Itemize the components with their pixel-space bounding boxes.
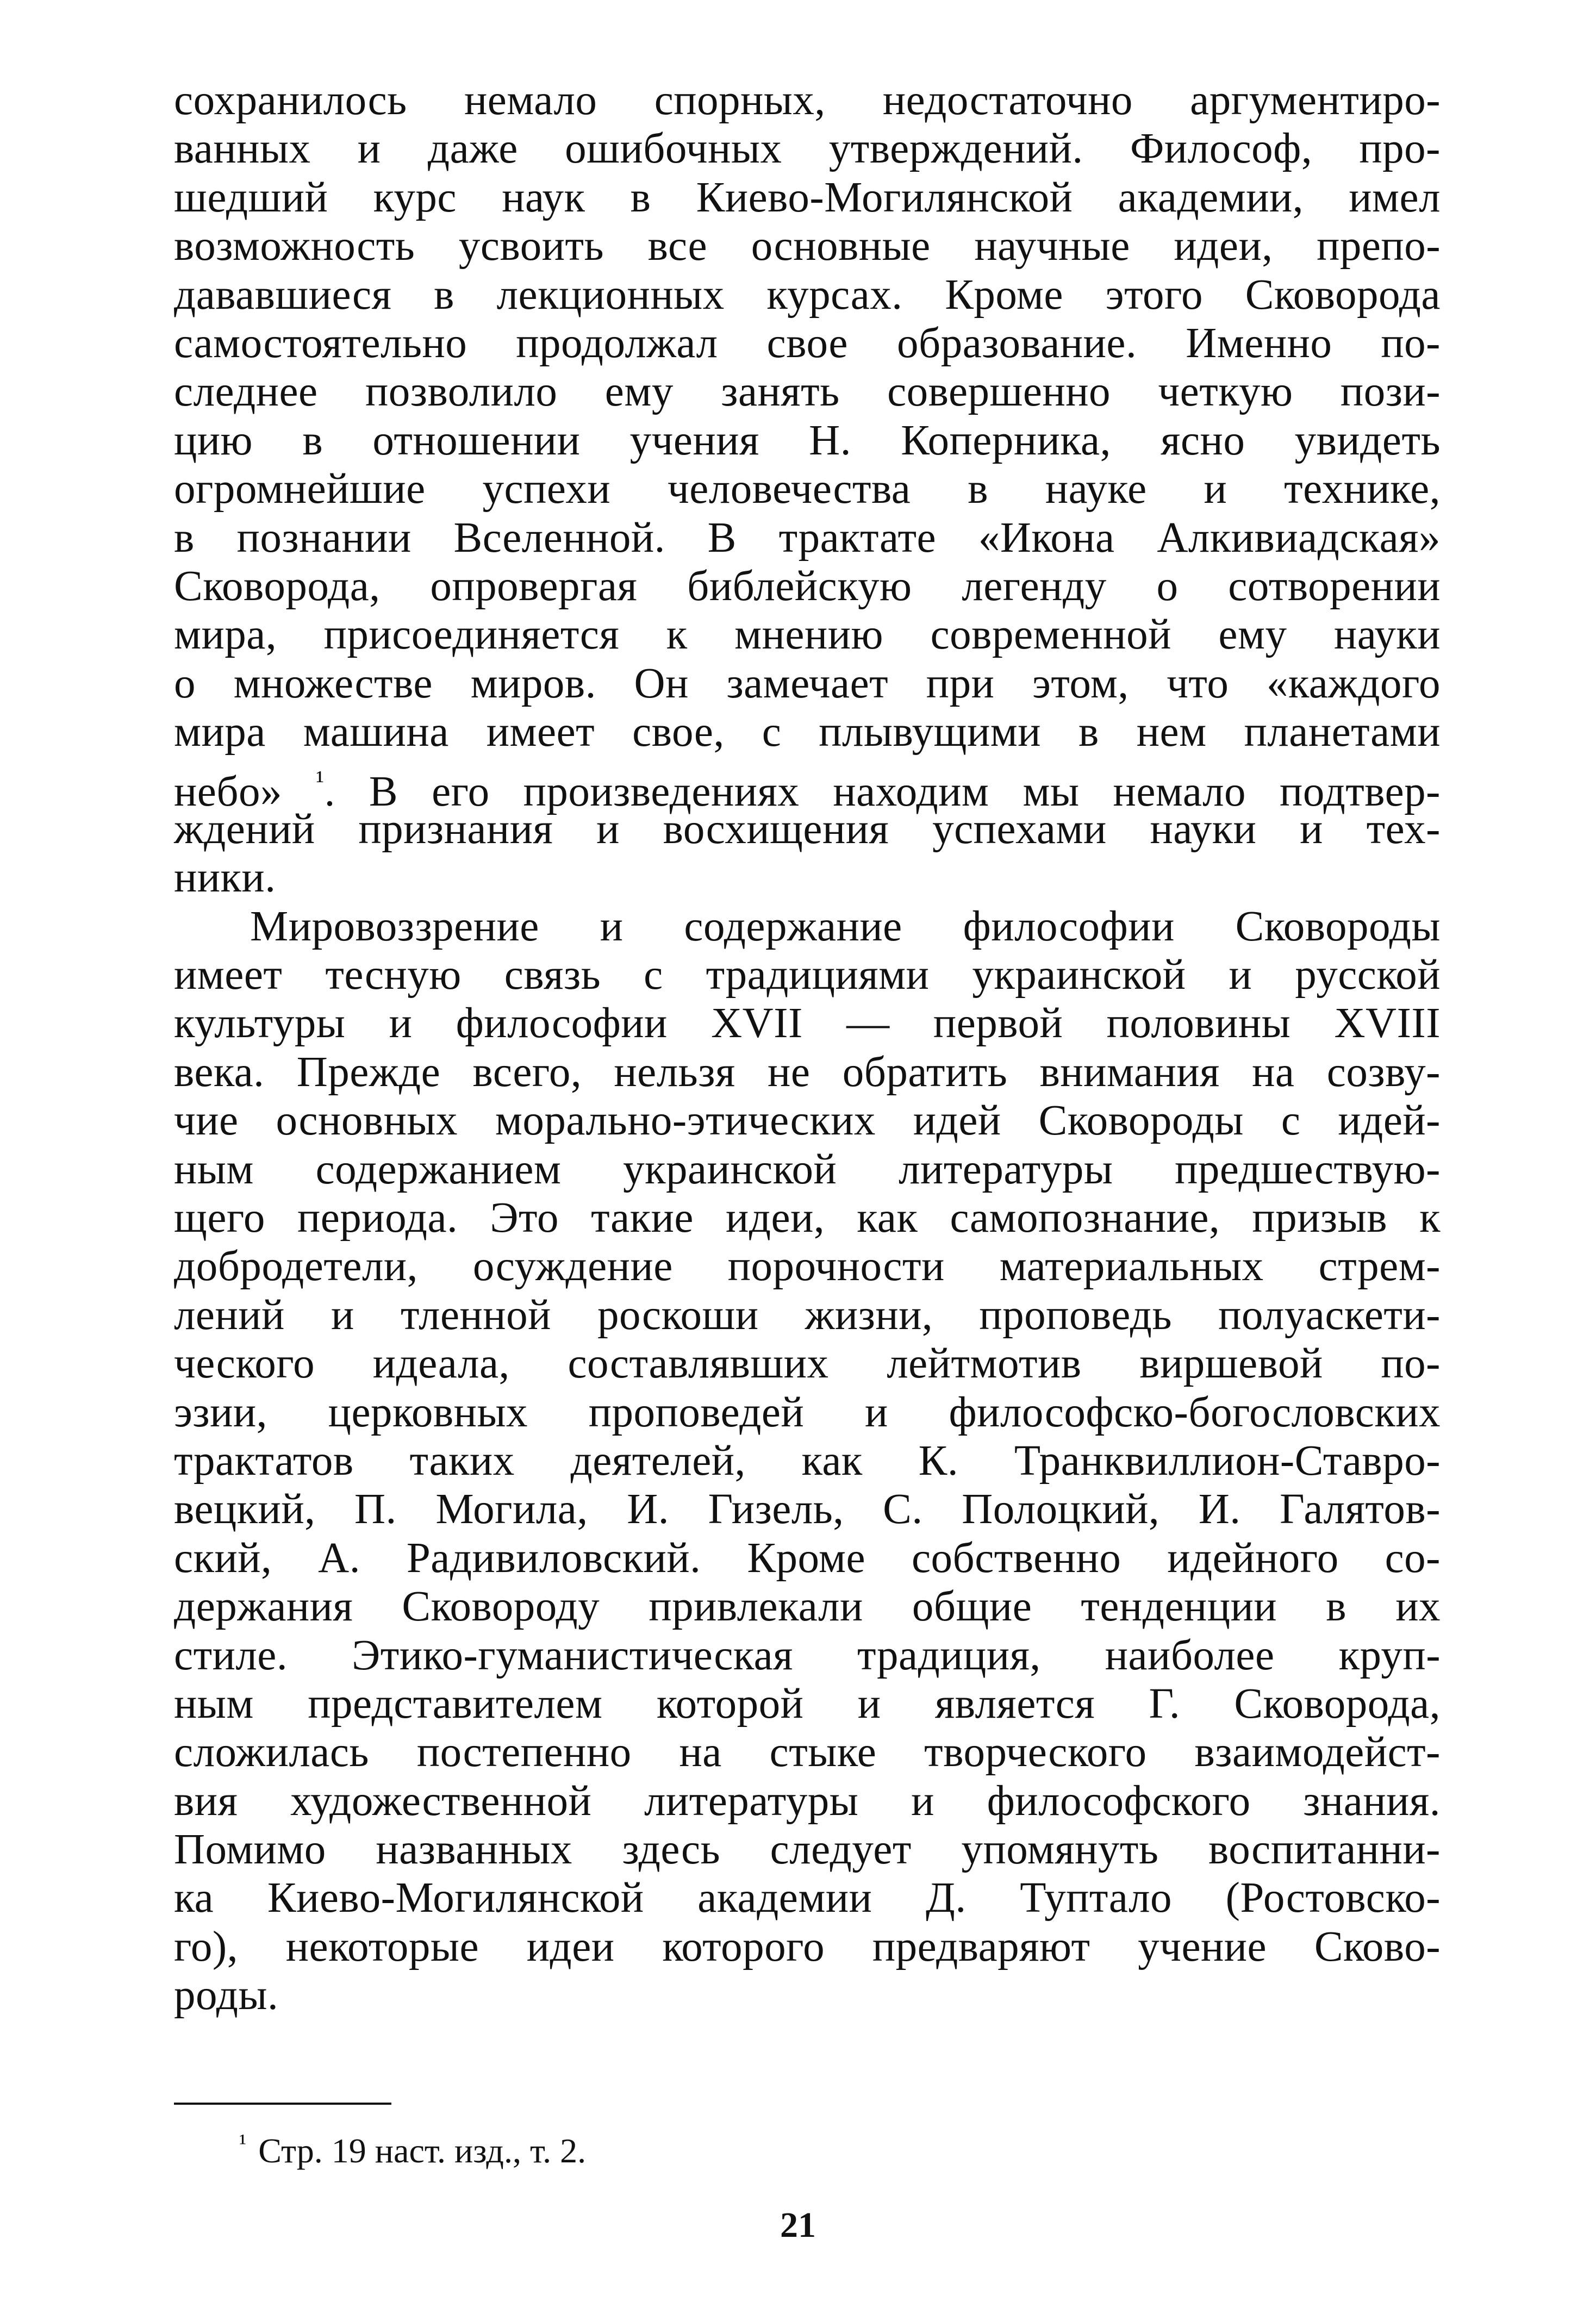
text-line: цию в отношении учения Н. Коперника, ясно увидеть [174, 416, 1441, 464]
text-line: роды. [174, 1972, 279, 2019]
text-line: Мировоззрение и содержание философии Сковороды [250, 902, 1441, 950]
text-line: о множестве миров. Он замечает при этом, что «каждого [174, 659, 1441, 707]
text-line: щего периода. Это такие идеи, как самопознание, призыв к [174, 1194, 1441, 1242]
text-line: ка Киево-Могилянской академии Д. Туптало (Ростовско- [174, 1874, 1441, 1922]
footnote-text: Стр. 19 наст. изд., т. 2. [258, 2131, 587, 2170]
text-line: дававшиеся в лекционных курсах. Кроме этого Сковорода [174, 271, 1441, 319]
page-number: 21 [780, 2205, 816, 2245]
paragraph-2 [174, 902, 1441, 2020]
footnote-divider [174, 2103, 391, 2105]
footnote-reference: ¹ [316, 765, 325, 796]
text-line: держания Сковороду привлекали общие тенденции в их [174, 1583, 1441, 1631]
text-line: вия художественной литературы и философского знания. [174, 1777, 1441, 1825]
text-line: лений и тленной роскоши жизни, проповедь полуаскети- [174, 1291, 1441, 1339]
footnote [239, 2122, 586, 2172]
text-line: века. Прежде всего, нельзя не обратить внимания на созву- [174, 1048, 1441, 1096]
text-line: Сковорода, опровергая библейскую легенду о сотворении [174, 562, 1441, 610]
text-line: возможность усвоить все основные научные идеи, препо- [174, 222, 1441, 270]
text-line: шедший курс наук в Киево-Могилянской академии, имел [174, 173, 1441, 221]
text-line: имеет тесную связь с традициями украинской и русской [174, 951, 1441, 999]
text-line: ский, А. Радивиловский. Кроме собственно идейного со- [174, 1534, 1441, 1582]
footnote-mark: ¹ [239, 2129, 247, 2156]
text-line: чие основных морально-этических идей Сковороды с идей- [174, 1097, 1441, 1145]
text-line: культуры и философии XVII — первой половины XVIII [174, 1000, 1441, 1047]
text-line: ждений признания и восхищения успехами науки и тех- [174, 805, 1441, 853]
text-line: ным содержанием украинской литературы предшествую- [174, 1145, 1441, 1193]
text-line: сохранилось немало спорных, недостаточно аргументиро- [174, 77, 1441, 124]
text-line: сложилась постепенно на стыке творческого взаимодейст- [174, 1729, 1441, 1776]
text-line: Помимо названных здесь следует упомянуть воспитанни- [174, 1826, 1441, 1874]
text-line: ческого идеала, составлявших лейтмотив виршевой по- [174, 1340, 1441, 1388]
text-line: небо» $^{^1}$. В его произведениях находим мы немало подтвер- [174, 765, 1441, 816]
text-line: ники. [174, 854, 276, 902]
text-line: мира, присоединяется к мнению современной ему науки [174, 611, 1441, 659]
main-text [174, 76, 1441, 2020]
text-line: самостоятельно продолжал свое образование. Именно по- [174, 319, 1441, 367]
text-line: ным представителем которой и является Г. Сковорода, [174, 1680, 1441, 1727]
text-line: го), некоторые идеи которого предваряют учение Сково- [174, 1923, 1441, 1970]
text-line: эзии, церковных проповедей и философско-богословских [174, 1388, 1441, 1436]
paragraph-1 [174, 76, 1441, 902]
text-line: огромнейшие успехи человечества в науке и технике, [174, 465, 1441, 513]
text-line: мира машина имеет свое, с плывущими в нем планетами [174, 708, 1441, 756]
text-line: трактатов таких деятелей, как К. Транквиллион-Ставро- [174, 1437, 1441, 1485]
text-line: вецкий, П. Могила, И. Гизель, С. Полоцкий, И. Галятов- [174, 1486, 1441, 1533]
text-line: следнее позволило ему занять совершенно четкую пози- [174, 368, 1441, 416]
text-line: в познании Вселенной. В трактате «Икона Алкивиадская» [174, 514, 1441, 562]
text-line: ванных и даже ошибочных утверждений. Философ, про- [174, 125, 1441, 173]
text-line: стиле. Этико-гуманистическая традиция, наиболее круп- [174, 1631, 1441, 1679]
text-line: добродетели, осуждение порочности материальных стрем- [174, 1243, 1441, 1290]
